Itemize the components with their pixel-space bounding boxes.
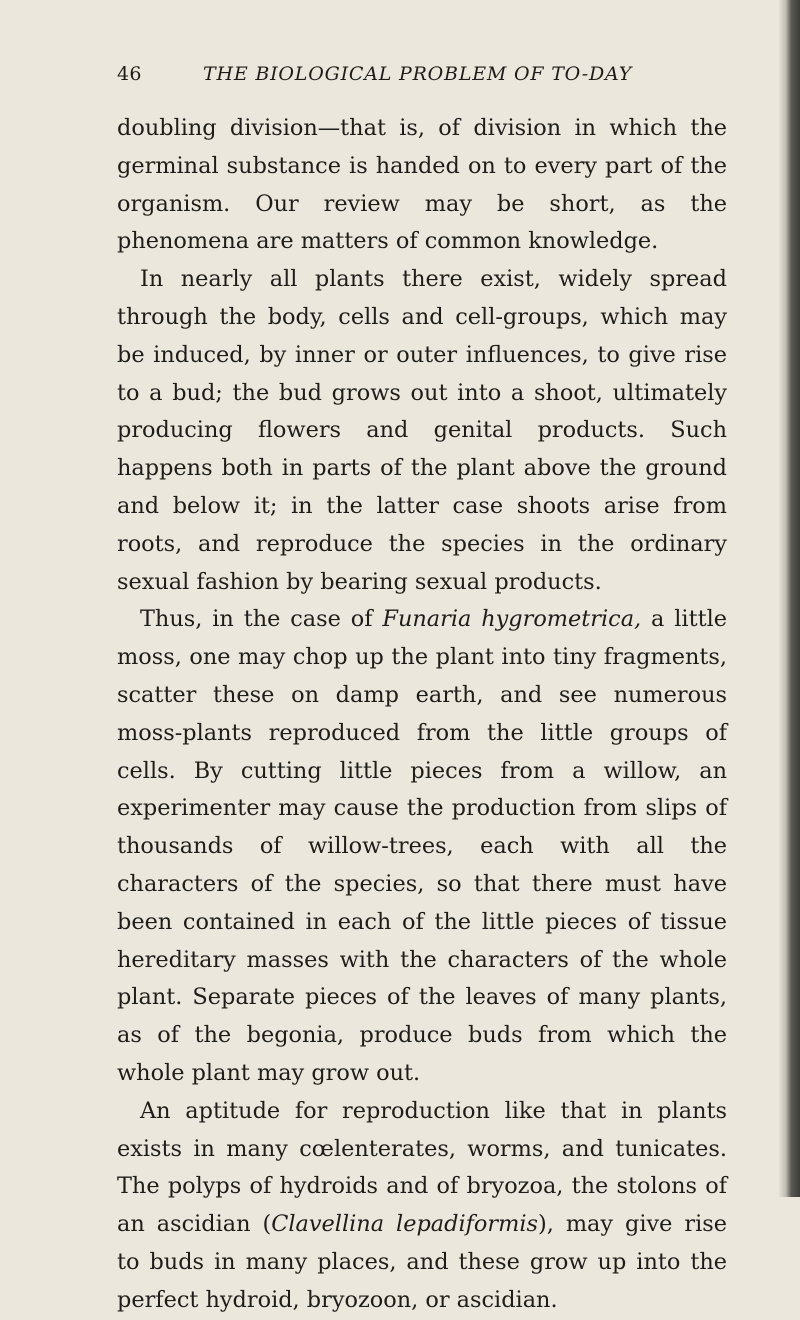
- page-edge-shadow: [778, 0, 800, 1197]
- body-text: [117, 110, 727, 1320]
- paragraph-3-text-start: Thus, in the case of: [140, 606, 383, 633]
- paragraph-2-text: In nearly all plants there exist, widely spread through the body, cells and cell-groups, which may be induced, by inner or outer influences, to give rise to a bud; the bud grows out into a shoot, ultimately producing flowers and genital products. Such happens both in parts of the plant above the ground and below it; in the latter case shoots arise from roots, and reproduce the species in the ordinary sexual fashion by bearing sexual products.: [117, 266, 727, 595]
- paragraph-4: [117, 1093, 727, 1320]
- paragraph-1: [117, 110, 727, 261]
- paragraph-4-text-start: An aptitude for reproduction like that in plants exists in many cœlenterates, worms, and tunicates. The polyps of hydroids and of bryozoa, the stolons of an ascidian (: [117, 1097, 727, 1238]
- page-header: [117, 63, 727, 87]
- page-number: 46: [117, 63, 142, 85]
- species-name-clavellina: Clavellina lepadiformis: [271, 1211, 538, 1238]
- running-title: THE BIOLOGICAL PROBLEM OF TO-DAY: [203, 63, 633, 85]
- paragraph-3-text-rest: a little moss, one may chop up the plant into tiny fragments, scatter these on damp earth, and see numerous moss-plants reproduced from the little groups of cells. By cutting little pieces from a willow, an experimenter may cause the production from slips of thousands of willow-trees, each with all the characters of the species, so that there must have been contained in each of the little pieces of tissue hereditary masses with the characters of the whole plant. Separate pieces of the leaves of many plants, as of the begonia, produce buds from which the whole plant may grow out.: [117, 606, 727, 1086]
- paragraph-1-text: doubling division—that is, of division in which the germinal substance is handed on to every part of the organism. Our review may be short, as the phenomena are matters of common knowledge.: [117, 115, 727, 255]
- paragraph-2: [117, 261, 727, 601]
- paragraph-4-text-rest: ), may give rise to buds in many places, and these grow up into the perfect hydroid, bryozoon, or ascidian.: [117, 1211, 727, 1313]
- paragraph-3: [117, 601, 727, 1092]
- species-name-funaria: Funaria hygrometrica,: [382, 606, 642, 633]
